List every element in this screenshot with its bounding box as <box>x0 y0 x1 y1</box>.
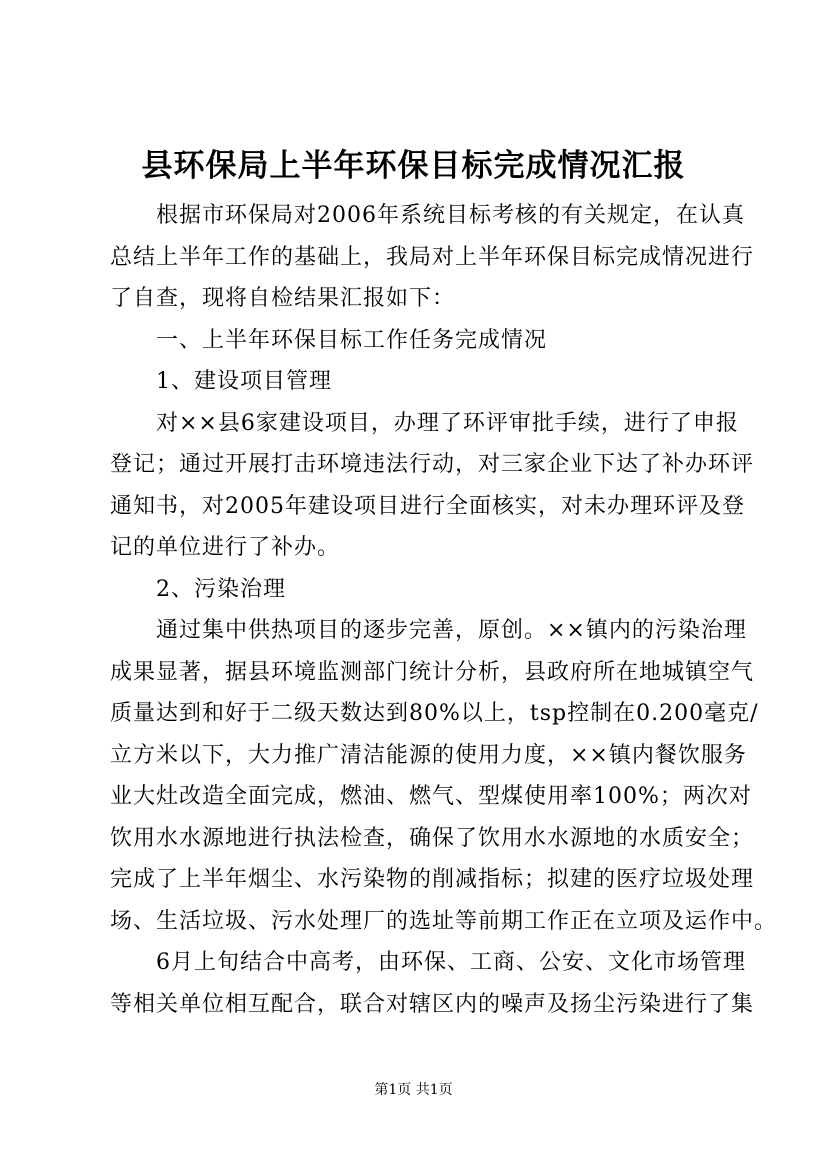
text-line: 质量达到和好于二级天数达到80%以上，tsp控制在0.200毫克/ <box>110 701 759 726</box>
document-title: 县环保局上半年环保目标完成情况汇报 <box>141 148 686 184</box>
text-line: 了自查，现将自检结果汇报如下： <box>110 286 456 311</box>
document-body <box>110 195 778 1025</box>
text-line: 对××县6家建设项目，办理了环评审批手续，进行了申报 <box>156 410 739 436</box>
text-line: 一、上半年环保目标工作任务完成情况 <box>156 327 548 353</box>
text-line: 成果显著，据县环境监测部门统计分析，县政府所在地城镇空气 <box>110 659 755 685</box>
text-line: 2、污染治理 <box>156 576 286 602</box>
text-line: 完成了上半年烟尘、水污染物的削减指标；拟建的医疗垃圾处理 <box>110 867 755 892</box>
text-line: 饮用水水源地进行执法检查，确保了饮用水水源地的水质安全； <box>110 825 755 851</box>
text-line: 根据市环保局对2006年系统目标考核的有关规定，在认真 <box>156 203 745 228</box>
text-line: 立方米以下，大力推广清洁能源的使用力度，××镇内餐饮服务 <box>110 742 747 768</box>
text-line: 6月上旬结合中高考，由环保、工商、公安、文化市场管理 <box>156 950 746 975</box>
text-line: 登记；通过开展打击环境违法行动，对三家企业下达了补办环评 <box>110 452 755 477</box>
text-line: 记的单位进行了补办。 <box>110 535 341 560</box>
text-line: 通过集中供热项目的逐步完善，原创。××镇内的污染治理 <box>156 618 747 643</box>
text-line: 等相关单位相互配合，联合对辖区内的噪声及扬尘污染进行了集 <box>110 991 755 1017</box>
page-footer: 第1页 共1页 <box>374 1082 453 1098</box>
text-line: 总结上半年工作的基础上，我局对上半年环保目标完成情况进行 <box>110 244 755 270</box>
text-line: 1、建设项目管理 <box>156 369 332 394</box>
text-line: 场、生活垃圾、污水处理厂的选址等前期工作正在立项及运作中。 <box>110 908 778 934</box>
text-line: 通知书，对2005年建设项目进行全面核实，对未办理环评及登 <box>110 493 745 519</box>
text-line: 业大灶改造全面完成，燃油、燃气、型煤使用率100%；两次对 <box>110 784 752 809</box>
